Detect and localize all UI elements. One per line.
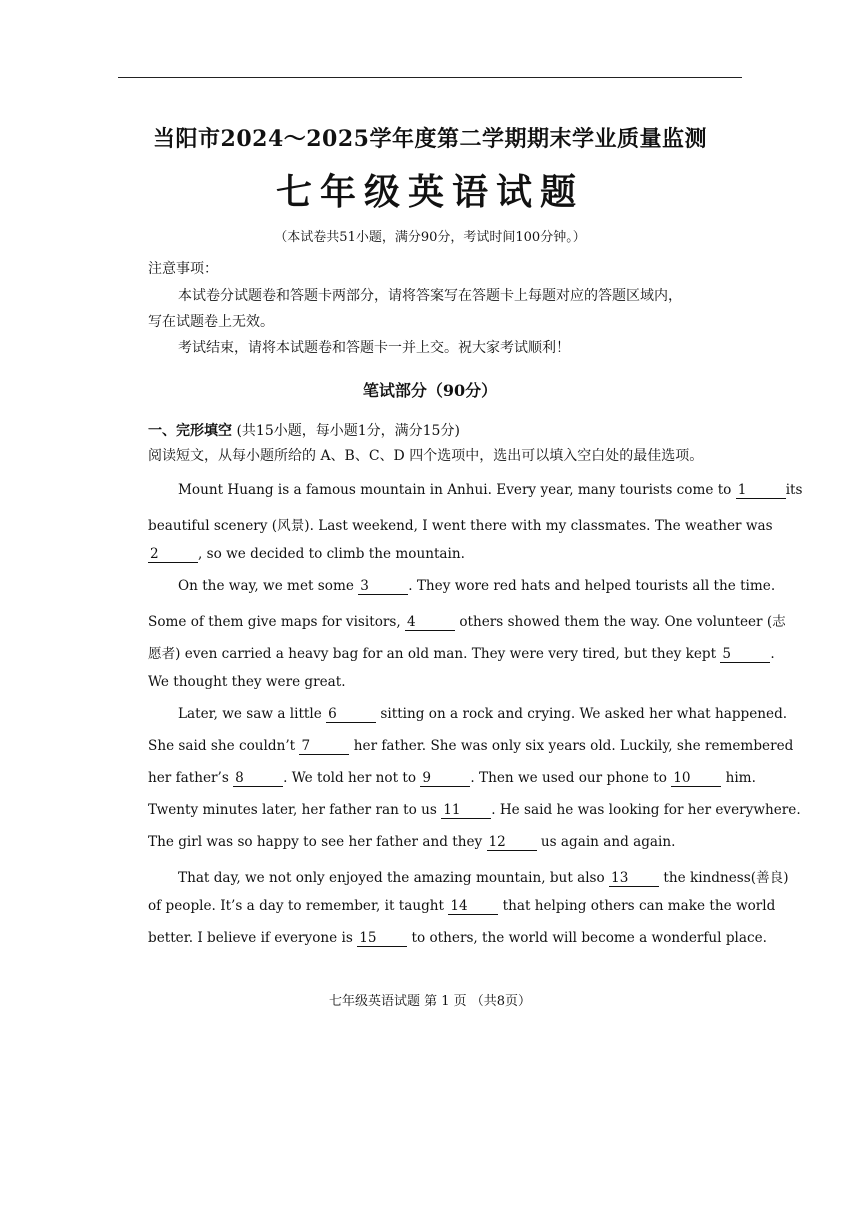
- passage-line: [148, 706, 788, 723]
- blank-9: 9: [420, 771, 470, 787]
- passage-text: , so we decided to climb the mountain.: [198, 546, 465, 562]
- top-divider: [118, 77, 742, 78]
- notice-paragraph-1: [148, 283, 718, 335]
- blank-6: 6: [326, 707, 376, 723]
- passage-text: On the way, we met some: [178, 578, 354, 594]
- part-heading-detail: (共15小题，每小题1分，满分15分): [232, 423, 460, 439]
- blank-5: 5: [720, 647, 770, 663]
- part-heading: [148, 420, 460, 440]
- notice-p1-line2: 写在试题卷上无效。: [148, 314, 274, 330]
- passage-text: sitting on a rock and crying. We asked her what happened.: [380, 706, 788, 722]
- passage-text: better. I believe if everyone is: [148, 930, 353, 946]
- blank-15: 15: [357, 931, 407, 947]
- passage-text: 愿者) even carried a heavy bag for an old man. They were very tired, but they kept: [148, 646, 717, 662]
- passage-text: . They wore red hats and helped tourists all the time.: [408, 578, 776, 594]
- blank-12: 12: [487, 835, 537, 851]
- section-title: 笔试部分（90分）: [362, 381, 498, 400]
- passage-text: of people. It’s a day to remember, it taught: [148, 898, 444, 914]
- passage-text: That day, we not only enjoyed the amazing mountain, but also: [178, 870, 605, 886]
- passage-line: [148, 674, 718, 690]
- notice-p2: 考试结束，请将本试题卷和答题卡一并上交。祝大家考试顺利！: [178, 340, 570, 356]
- passage-text: us again and again.: [540, 834, 676, 850]
- passage-text: the kindness(善良): [663, 870, 789, 886]
- passage-text: Some of them give maps for visitors,: [148, 614, 401, 630]
- passage-text: Mount Huang is a famous mountain in Anhui. Every year, many tourists come to: [178, 482, 732, 498]
- part-heading-title: 一、完形填空: [148, 423, 232, 439]
- blank-13: 13: [609, 871, 659, 887]
- notice-label: 注意事项：: [148, 261, 218, 277]
- passage-text: . Then we used our phone to: [470, 770, 667, 786]
- passage-text: her father. She was only six years old. Luckily, she remembered: [353, 738, 794, 754]
- passage-text: beautiful scenery (风景). Last weekend, I went there with my classmates. The weather was: [148, 518, 773, 534]
- passage-line: [148, 578, 776, 595]
- passage-text: to others, the world will become a wonderful place.: [411, 930, 767, 946]
- blank-2: 2: [148, 547, 198, 563]
- part-instruction: 阅读短文，从每小题所给的 A、B、C、D 四个选项中，选出可以填入空白处的最佳选项。: [148, 448, 704, 464]
- passage-text: Twenty minutes later, her father ran to us: [148, 802, 437, 818]
- exam-title: 当阳市2024～2025学年度第二学期期末学业质量监测: [153, 126, 707, 152]
- passage-text: She said she couldn’t: [148, 738, 296, 754]
- passage-line: [148, 898, 776, 915]
- passage-line: [148, 514, 773, 534]
- passage-text: . We told her not to: [283, 770, 417, 786]
- passage-text: . He said he was looking for her everywhere.: [491, 802, 801, 818]
- passage-line: [148, 930, 767, 947]
- notice-p1-line1: 本试卷分试题卷和答题卡两部分，请将答案写在答题卡上每题对应的答题区域内，: [178, 288, 682, 304]
- passage-text: its: [785, 482, 803, 498]
- blank-1: 1: [736, 483, 786, 499]
- passage-text: her father’s: [148, 770, 229, 786]
- passage-line: [148, 866, 789, 887]
- exam-subtitle: 七年级英语试题: [275, 171, 584, 213]
- passage-line: [148, 834, 718, 851]
- blank-8: 8: [233, 771, 283, 787]
- notice-paragraph-2: [148, 335, 718, 361]
- passage-line: [148, 546, 718, 563]
- passage-line: [148, 482, 803, 499]
- paper-info: （本试卷共51小题，满分90分，考试时间100分钟。）: [274, 230, 586, 245]
- passage-line: [148, 770, 756, 787]
- passage-line: [148, 738, 794, 755]
- page-footer: 七年级英语试题 第 1 页 （共8页）: [328, 994, 532, 1009]
- passage-text: .: [770, 646, 775, 662]
- blank-3: 3: [358, 579, 408, 595]
- passage-text: that helping others can make the world: [502, 898, 776, 914]
- passage-text: Later, we saw a little: [178, 706, 322, 722]
- passage-line: [148, 610, 786, 631]
- blank-7: 7: [299, 739, 349, 755]
- passage-text: The girl was so happy to see her father and they: [148, 834, 483, 850]
- blank-14: 14: [448, 899, 498, 915]
- blank-11: 11: [441, 803, 491, 819]
- passage-line: [148, 642, 775, 663]
- passage-text: We thought they were great.: [148, 674, 346, 690]
- blank-4: 4: [405, 615, 455, 631]
- blank-10: 10: [671, 771, 721, 787]
- passage-text: him.: [725, 770, 756, 786]
- passage-text: others showed them the way. One volunteer (志: [459, 614, 786, 630]
- passage-line: [148, 802, 801, 819]
